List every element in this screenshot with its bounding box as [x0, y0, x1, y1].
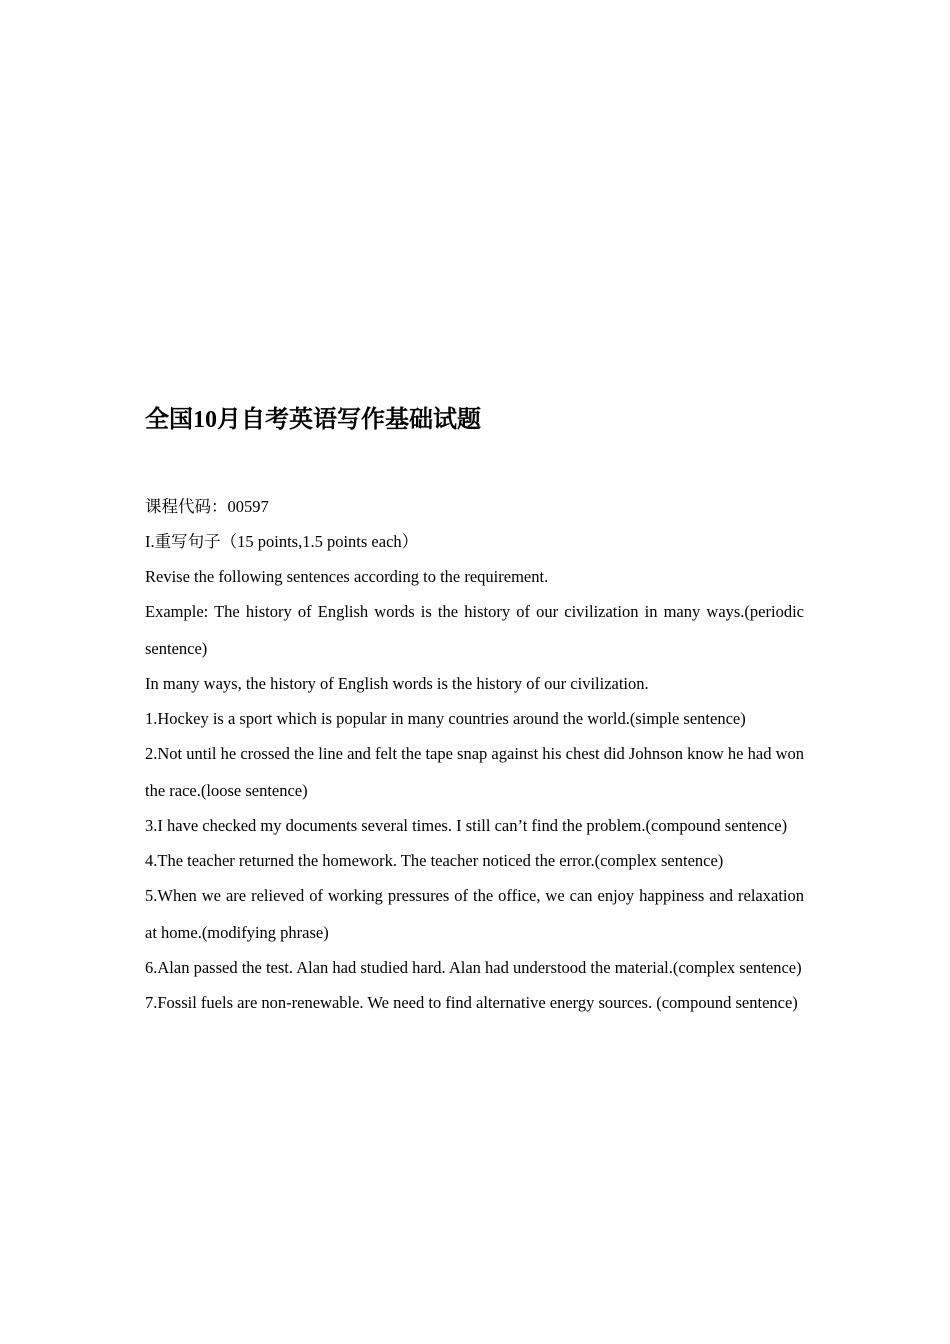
document-body — [145, 488, 804, 1019]
question-item: 1.Hockey is a sport which is popular in many countries around the world.(simple sentence) — [145, 709, 746, 728]
question-item: 4.The teacher returned the homework. The teacher noticed the error.(complex sentence) — [145, 851, 724, 870]
question-item: 2.Not until he crossed the line and felt the tape snap against his chest did Johnson know he had won the race.(loose sentence) — [145, 744, 804, 800]
course-code: 课程代码：00597 — [145, 497, 269, 516]
question-item: 5.When we are relieved of working pressures of the office, we can enjoy happiness and relaxation at home.(modifying phrase) — [145, 886, 804, 942]
instruction-text: Revise the following sentences according to the requirement. — [145, 567, 549, 586]
example-sentence: Example: The history of English words is the history of our civilization in many ways.(periodic sentence) — [145, 602, 804, 658]
document-title: 全国10月自考英语写作基础试题 — [145, 407, 481, 433]
example-answer: In many ways, the history of English words is the history of our civilization. — [145, 674, 649, 693]
question-item: 7.Fossil fuels are non-renewable. We need to find alternative energy sources. (compound sentence) — [145, 993, 798, 1012]
question-item: 6.Alan passed the test. Alan had studied hard. Alan had understood the material.(complex sentence) — [145, 958, 802, 977]
question-item: 3.I have checked my documents several times. I still can’t find the problem.(compound sentence) — [145, 816, 788, 835]
section-heading: I.重写句子（15 points,1.5 points each） — [145, 532, 419, 551]
